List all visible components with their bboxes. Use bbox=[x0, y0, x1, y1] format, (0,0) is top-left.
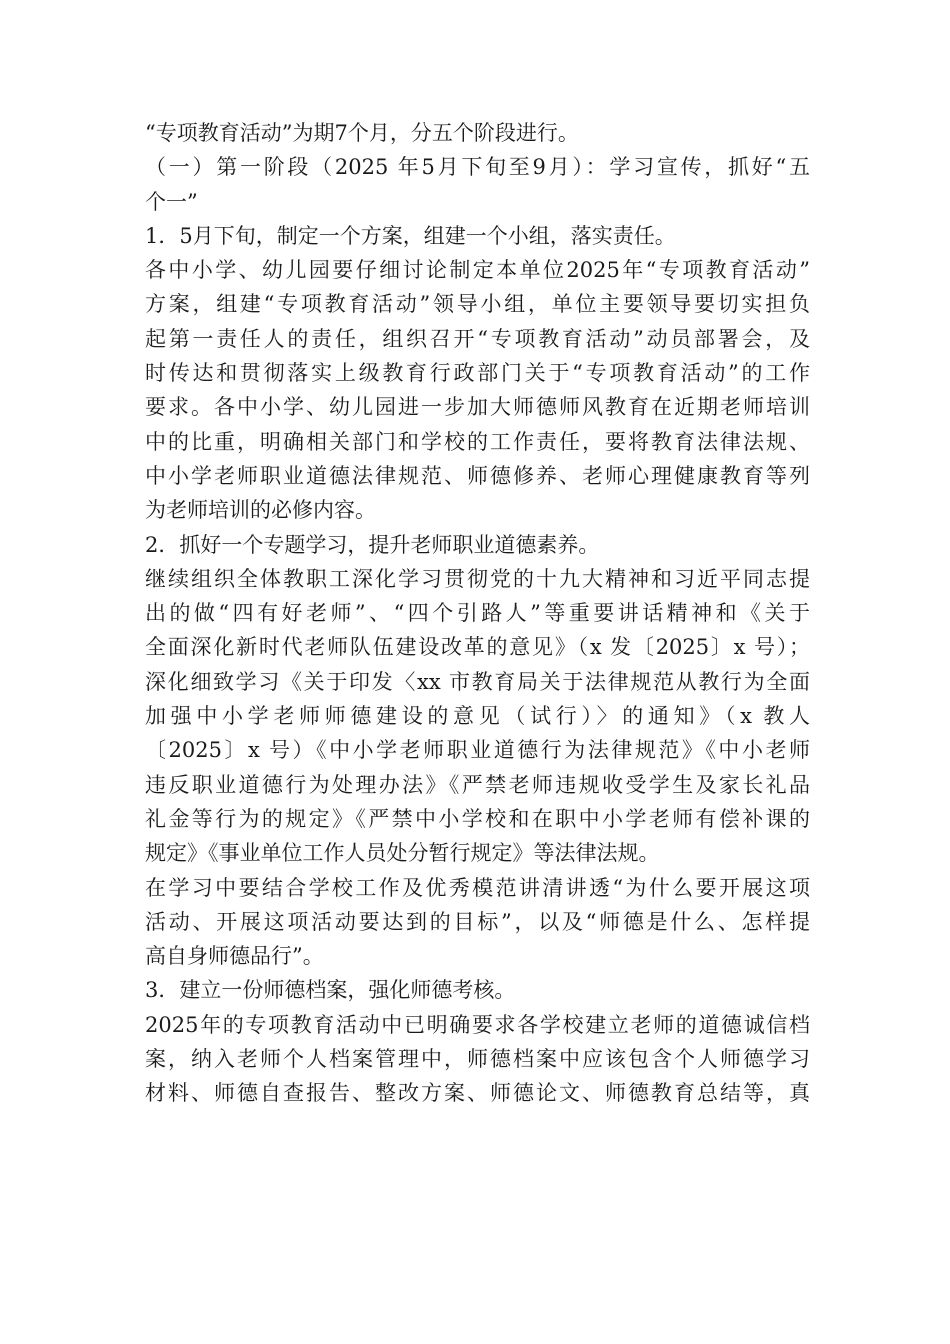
text-line: 3．建立一份师德档案，强化师德考核。 bbox=[145, 978, 516, 1003]
text-line: 材料、师德自查报告、整改方案、师德论文、师德教育总结等，真 bbox=[145, 1081, 810, 1106]
text-line: 要求。各中小学、幼儿园进一步加大师德师风教育在近期老师培训 bbox=[145, 395, 810, 420]
text-line: 中的比重，明确相关部门和学校的工作责任，要将教育法律法规、 bbox=[145, 429, 810, 454]
text-line: 〔2025〕x 号）《中小学老师职业道德行为法律规范》《中小老师 bbox=[145, 738, 810, 763]
text-line: 继续组织全体教职工深化学习贯彻党的十九大精神和习近平同志提 bbox=[145, 566, 810, 591]
text-line: 违反职业道德行为处理办法》《严禁老师违规收受学生及家长礼品 bbox=[145, 772, 810, 797]
text-line: 高自身师德品行”。 bbox=[145, 944, 324, 969]
text-line: 案，纳入老师个人档案管理中，师德档案中应该包含个人师德学习 bbox=[145, 1047, 810, 1072]
text-line: 方案，组建“专项教育活动”领导小组，单位主要领导要切实担负 bbox=[145, 292, 810, 317]
text-line: 个一” bbox=[145, 189, 198, 214]
text-line: 礼金等行为的规定》《严禁中小学校和在职中小学老师有偿补课的 bbox=[145, 806, 810, 831]
text-line: 在学习中要结合学校工作及优秀模范讲清讲透“为什么要开展这项 bbox=[145, 875, 810, 900]
text-line: 活动、开展这项活动要达到的目标”，以及“师德是什么、怎样提 bbox=[145, 909, 810, 934]
text-line: 出的做“四有好老师”、“四个引路人”等重要讲话精神和《关于 bbox=[145, 601, 810, 626]
text-line: 2．抓好一个专题学习，提升老师职业道德素养。 bbox=[145, 532, 600, 557]
text-line: 全面深化新时代老师队伍建设改革的意见》（x 发〔2025〕x 号）； bbox=[145, 635, 810, 660]
text-line: （一）第一阶段（2025 年5月下旬至9月）：学习宣传，抓好“五 bbox=[145, 155, 810, 180]
text-line: 深化细致学习《关于印发〈xx 市教育局关于法律规范从教行为全面 bbox=[145, 669, 810, 694]
text-line: 时传达和贯彻落实上级教育行政部门关于“专项教育活动”的工作 bbox=[145, 361, 810, 386]
text-line: 各中小学、幼儿园要仔细讨论制定本单位2025年“专项教育活动” bbox=[145, 258, 810, 283]
document-body bbox=[145, 116, 810, 1111]
text-line: 2025年的专项教育活动中已明确要求各学校建立老师的道德诚信档 bbox=[145, 1012, 810, 1037]
text-line: 规定》《事业单位工作人员处分暂行规定》等法律法规。 bbox=[145, 841, 660, 866]
text-line: 加强中小学老师师德建设的意见（试行）〉的通知》（x 教人 bbox=[145, 704, 810, 729]
text-line: 中小学老师职业道德法律规范、师德修养、老师心理健康教育等列 bbox=[145, 463, 810, 488]
text-line: “专项教育活动”为期7个月，分五个阶段进行。 bbox=[145, 121, 579, 145]
text-line: 1．5月下旬，制定一个方案，组建一个小组，落实责任。 bbox=[145, 223, 676, 248]
text-line: 起第一责任人的责任，组织召开“专项教育活动”动员部署会，及 bbox=[145, 326, 810, 351]
text-line: 为老师培训的必修内容。 bbox=[145, 498, 376, 523]
